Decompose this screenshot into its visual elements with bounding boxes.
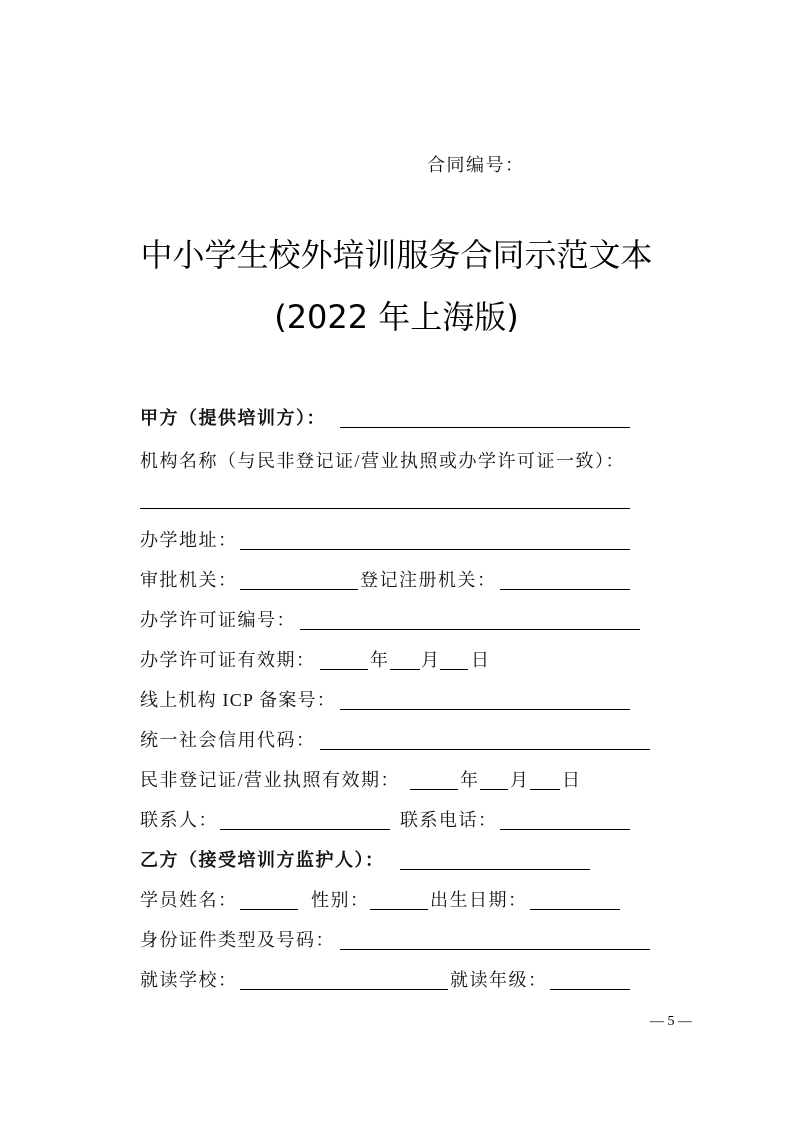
contact-person-blank <box>220 829 390 830</box>
license-validity-day-unit: 日 <box>471 650 491 670</box>
org-name-blank-row <box>0 490 793 512</box>
party-a-heading: 甲方（提供培训方）： <box>140 408 326 428</box>
student-info-row <box>0 891 793 913</box>
document-edition: (2022 年上海版) <box>274 298 519 336</box>
license-validity-year-blank <box>320 669 368 670</box>
license-number-row <box>0 611 793 633</box>
license-validity-month-unit: 月 <box>421 650 441 670</box>
icp-row <box>0 691 793 713</box>
grade-blank <box>550 989 630 990</box>
license-validity-row <box>0 651 793 673</box>
license-validity-day-blank <box>440 669 468 670</box>
school-label: 就读学校： <box>140 970 238 990</box>
grade-label: 就读年级： <box>450 970 548 990</box>
approval-authority-label: 审批机关： <box>140 570 238 590</box>
org-name-row <box>0 452 793 474</box>
id-blank <box>340 949 650 950</box>
contract-number-label: 合同编号： <box>427 155 525 175</box>
school-row <box>0 971 793 993</box>
license-validity-label: 办学许可证有效期： <box>140 650 316 670</box>
license-number-label: 办学许可证编号： <box>140 610 296 630</box>
approval-authority-blank <box>240 589 358 590</box>
icp-blank <box>340 709 630 710</box>
party-b-row <box>0 851 793 873</box>
registration-validity-year-unit: 年 <box>460 770 480 790</box>
registration-authority-blank <box>500 589 630 590</box>
id-row <box>0 931 793 953</box>
registration-validity-month-blank <box>480 789 508 790</box>
license-validity-month-blank <box>390 669 420 670</box>
party-a-blank <box>340 427 630 428</box>
registration-validity-row <box>0 771 793 793</box>
document-title: 中小学生校外培训服务合同示范文本 <box>140 236 653 274</box>
registration-validity-day-blank <box>530 789 560 790</box>
page-number: — 5 — <box>650 1014 692 1029</box>
credit-code-blank <box>320 749 650 750</box>
registration-validity-month-unit: 月 <box>510 770 530 790</box>
party-b-blank <box>400 869 590 870</box>
org-name-blank <box>140 508 630 509</box>
credit-code-row <box>0 731 793 753</box>
registration-validity-label: 民非登记证/营业执照有效期： <box>140 770 400 790</box>
birth-date-label: 出生日期： <box>430 890 528 910</box>
credit-code-label: 统一社会信用代码： <box>140 730 316 750</box>
registration-authority-label: 登记注册机关： <box>360 570 497 590</box>
party-a-row <box>0 409 793 431</box>
registration-validity-day-unit: 日 <box>562 770 582 790</box>
authority-row <box>0 571 793 593</box>
registration-validity-year-blank <box>410 789 458 790</box>
gender-label: 性别： <box>311 890 370 910</box>
contact-phone-label: 联系电话： <box>400 810 498 830</box>
org-name-label: 机构名称（与民非登记证/营业执照或办学许可证一致）： <box>140 451 625 471</box>
school-address-row <box>0 531 793 553</box>
license-validity-year-unit: 年 <box>370 650 390 670</box>
birth-date-blank <box>530 909 620 910</box>
contact-person-label: 联系人： <box>140 810 218 830</box>
school-address-label: 办学地址： <box>140 530 238 550</box>
contact-phone-blank <box>500 829 630 830</box>
license-number-blank <box>300 629 640 630</box>
id-label: 身份证件类型及号码： <box>140 930 335 950</box>
school-blank <box>240 989 448 990</box>
gender-blank <box>370 909 428 910</box>
icp-label: 线上机构 ICP 备案号： <box>140 690 336 710</box>
contact-row <box>0 811 793 833</box>
student-name-label: 学员姓名： <box>140 890 238 910</box>
school-address-blank <box>240 549 630 550</box>
student-name-blank <box>240 909 298 910</box>
party-b-heading: 乙方（接受培训方监护人）： <box>140 850 385 870</box>
